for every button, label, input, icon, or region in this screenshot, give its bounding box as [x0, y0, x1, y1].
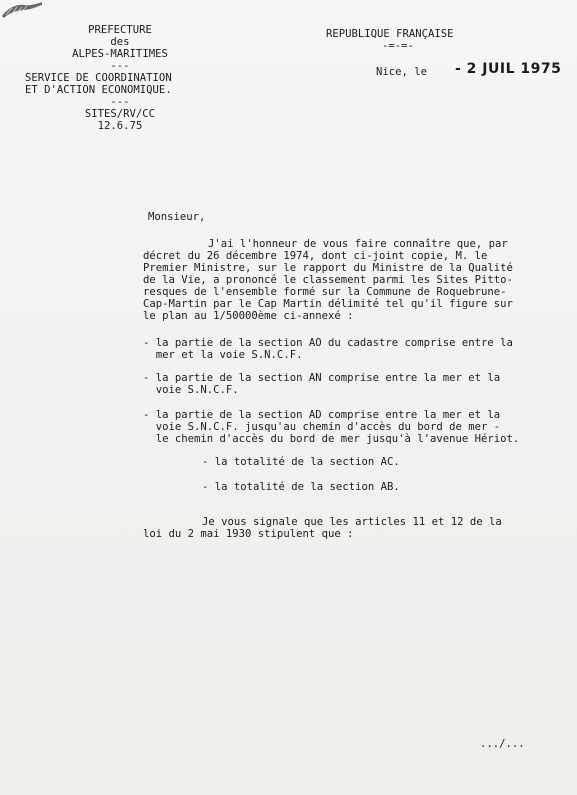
- paragraph1-line: J'ai l'honneur de vous faire connaître que, par: [208, 238, 508, 250]
- salutation: Monsieur,: [148, 211, 206, 223]
- list-item: le chemin d'accès du bord de mer jusqu'à l'avenue Hériot.: [143, 433, 520, 445]
- reference-code: SITES/RV/CC: [84, 108, 156, 120]
- prefecture-des: des: [110, 36, 130, 48]
- date-stamp: - 2 JUIL 1975: [455, 61, 562, 77]
- prefecture-department: ALPES-MARITIMES: [72, 48, 168, 60]
- page-continuation: .../...: [480, 738, 525, 750]
- paragraph1-line: de la Vie, a prononcé le classement parmi les Sites Pitto-: [143, 274, 513, 286]
- list-item: voie S.N.C.F.: [143, 384, 239, 396]
- paragraph1-line: décret du 26 décembre 1974, dont ci-joint copie, M. le: [143, 250, 488, 262]
- list-item: mer et la voie S.N.C.F.: [143, 349, 303, 361]
- reference-date: 12.6.75: [97, 120, 143, 132]
- republique-title: REPUBLIQUE FRANÇAISE: [326, 28, 454, 40]
- header-separator: ---: [110, 60, 130, 72]
- paragraph1-line: le plan au 1/50000ème ci-annexé :: [143, 310, 354, 322]
- paragraph2-line: Je vous signale que les articles 11 et 12 de la: [202, 516, 502, 528]
- republique-separator: -=-=-: [382, 40, 414, 52]
- list-item: voie S.N.C.F. jusqu'au chemin d'accès du bord de mer -: [143, 421, 501, 433]
- paragraph1-line: Cap-Martin par le Cap Martin délimité tel qu'il figure sur: [143, 298, 513, 310]
- list-item: - la totalité de la section AC.: [202, 456, 400, 468]
- service-name-line2: ET D'ACTION ECONOMIQUE.: [25, 84, 172, 96]
- paragraph2-line: loi du 2 mai 1930 stipulent que :: [143, 528, 354, 540]
- paragraph1-line: Premier Ministre, sur le rapport du Ministre de la Qualité: [143, 262, 513, 274]
- torn-corner-mark: [2, 2, 42, 18]
- service-name: SERVICE DE COORDINATION: [25, 72, 172, 84]
- paragraph1-line: resques de l'ensemble formé sur la Commune de Roquebrune-: [143, 286, 507, 298]
- list-item: - la partie de la section AD comprise entre la mer et la: [143, 409, 501, 421]
- letter-place: Nice, le: [376, 66, 428, 78]
- header-separator: ---: [110, 96, 130, 108]
- list-item: - la partie de la section AN comprise entre la mer et la: [143, 372, 501, 384]
- list-item: - la totalité de la section AB.: [202, 481, 400, 493]
- prefecture-title: PREFECTURE: [88, 24, 152, 36]
- list-item: - la partie de la section AO du cadastre comprise entre la: [143, 337, 513, 349]
